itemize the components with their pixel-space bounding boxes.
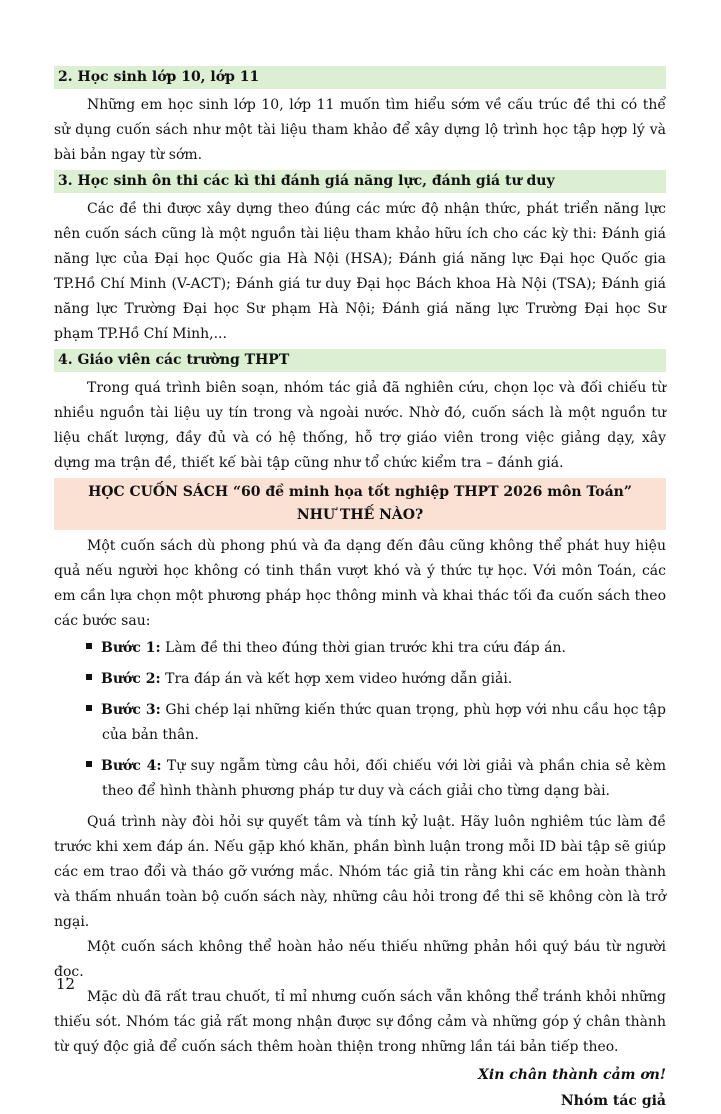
- square-bullet-icon: [86, 643, 92, 649]
- square-bullet-icon: [86, 674, 92, 680]
- study-step: [54, 754, 666, 804]
- thanks-line: Xin chân thành cảm ơn!: [478, 1067, 666, 1083]
- section-paragraph-students-10-11: Những em học sinh lớp 10, lớp 11 muốn tìm hiểu sớm về cấu trúc đề thi có thể sử dụng cuốn sách như một tài liệu tham khảo để xây dựng lộ trình học tập hợp lý và bài bản ngay từ sớm.: [54, 97, 666, 163]
- page-content: [54, 66, 666, 1114]
- intro-paragraph: Một cuốn sách dù phong phú và đa dạng đến đâu cũng không thể phát huy hiệu quả nếu người học không có tinh thần vượt khó và ý thức tự học. Với môn Toán, các em cần lựa chọn một phương pháp học thông minh và khai thác tối đa cuốn sách theo các bước sau:: [54, 538, 666, 629]
- section-paragraph-assessment-exams: Các đề thi được xây dựng theo đúng các mức độ nhận thức, phát triển năng lực nên cuốn sách cũng là một nguồn tài liệu tham khảo hữu ích cho các kỳ thi: Đánh giá năng lực của Đại học Quốc gia Hà Nội (HSA); Đánh giá năng lực Đại học Quốc gia TP.Hồ Chí Minh (V-ACT); Đánh giá tư duy Đại học Bách khoa Hà Nội (TSA); Đánh giá năng lực Trường Đại học Sư phạm Hà Nội; Đánh giá năng lực Trường Đại học Sư phạm TP.Hồ Chí Minh,...: [54, 201, 666, 342]
- closing-paragraph: Một cuốn sách không thể hoàn hảo nếu thiếu những phản hồi quý báu từ người đọc.: [54, 939, 666, 980]
- step-text: Làm đề thi theo đúng thời gian trước khi tra cứu đáp án.: [160, 640, 567, 656]
- step-label: Bước 4:: [101, 758, 162, 774]
- closing-paragraph: Mặc dù đã rất trau chuốt, tỉ mỉ nhưng cuốn sách vẫn không thể tránh khỏi những thiếu sót. Nhóm tác giả rất mong nhận được sự đồng cảm và những góp ý chân thành từ quý độc giả để cuốn sách thêm hoàn thiện trong những lần tái bản tiếp theo.: [54, 989, 666, 1055]
- how-to-study-banner: HỌC CUỐN SÁCH “60 đề minh họa tốt nghiệp THPT 2026 môn Toán” NHƯ THẾ NÀO?: [54, 478, 666, 530]
- author-signature: Nhóm tác giả: [560, 1093, 666, 1109]
- page-number: 12: [56, 975, 76, 993]
- step-text: Tra đáp án và kết hợp xem video hướng dẫn giải.: [160, 671, 513, 687]
- closing-paragraph: Quá trình này đòi hỏi sự quyết tâm và tính kỷ luật. Hãy luôn nghiêm túc làm đề trước khi xem đáp án. Nếu gặp khó khăn, phần bình luận trong mỗi ID bài tập sẽ giúp các em trao đổi và tháo gỡ vướng mắc. Nhóm tác giả tin rằng khi các em hoàn thành và thấm nhuần toàn bộ cuốn sách này, những câu hỏi trong đề thi sẽ không còn là trở ngại.: [54, 814, 666, 930]
- step-label: Bước 2:: [101, 671, 161, 687]
- step-text: Ghi chép lại những kiến thức quan trọng, phù hợp với nhu cầu học tập của bản thân.: [102, 702, 666, 743]
- study-step: [54, 698, 666, 748]
- square-bullet-icon: [86, 705, 92, 711]
- study-step: [54, 667, 666, 692]
- square-bullet-icon: [86, 761, 92, 767]
- section-heading-assessment-exams: 3. Học sinh ôn thi các kì thi đánh giá năng lực, đánh giá tư duy: [54, 170, 666, 193]
- step-label: Bước 1:: [101, 640, 161, 656]
- section-paragraph-teachers: Trong quá trình biên soạn, nhóm tác giả đã nghiên cứu, chọn lọc và đối chiếu từ nhiều nguồn tài liệu uy tín trong và ngoài nước. Nhờ đó, cuốn sách là một nguồn tư liệu chất lượng, đầy đủ và có hệ thống, hỗ trợ giáo viên trong việc giảng dạy, xây dựng ma trận đề, thiết kế bài tập cũng như tổ chức kiểm tra – đánh giá.: [54, 380, 666, 471]
- section-heading-students-10-11: 2. Học sinh lớp 10, lớp 11: [54, 66, 666, 89]
- step-label: Bước 3:: [101, 702, 161, 718]
- study-step: [54, 636, 666, 661]
- section-heading-teachers: 4. Giáo viên các trường THPT: [54, 349, 666, 372]
- step-text: Tự suy ngẫm từng câu hỏi, đối chiếu với lời giải và phần chia sẻ kèm theo để hình thành phương pháp tư duy và cách giải cho từng dạng bài.: [102, 758, 666, 799]
- study-steps-list: [54, 636, 666, 804]
